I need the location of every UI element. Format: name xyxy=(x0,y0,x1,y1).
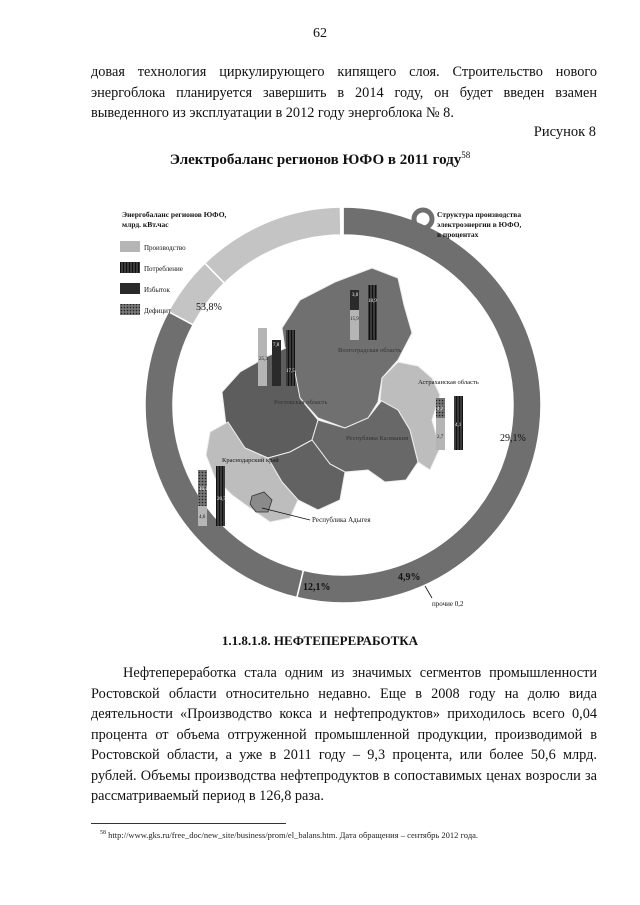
legend-swatch-surplus xyxy=(120,283,140,294)
legend-right-title-line3: в процентах xyxy=(437,230,479,239)
legend-left-title-line2: млрд. кВт.час xyxy=(122,220,169,229)
legend-label-production: Производство xyxy=(144,244,186,252)
figure-title-footnote-ref: 58 xyxy=(461,150,471,160)
label-kalmykia: Республика Калмыкия xyxy=(346,435,409,442)
bar-krasnodar-value-3: 20,7 xyxy=(217,497,226,502)
bar-rostov-value-2: 7,8 xyxy=(273,343,280,348)
legend-label-deficit: Дефицит xyxy=(144,307,171,315)
legend-label-surplus: Избыток xyxy=(144,286,170,294)
slice-label-4: прочие 0,2 xyxy=(432,600,464,608)
legend-swatch-production xyxy=(120,241,140,252)
bar-volgograd-consumption xyxy=(368,285,377,340)
legend-swatch-consumption xyxy=(120,262,140,273)
label-adygea: Республика Адыгея xyxy=(312,516,371,524)
bar-rostov-value-1: 25,3 xyxy=(259,357,268,362)
bar-krasnodar-consumption xyxy=(216,466,225,526)
bar-krasnodar-value-2: 16,1 xyxy=(199,487,208,492)
legend-left-title-line1: Энергобаланс регионов ЮФО, xyxy=(122,210,227,219)
intro-paragraph: довая технология циркулирующего кипящего слоя. Строительство нового энергоблока планируется завершить в 2014 году, он будет введен взамен выведенного из эксплуатации в 2012 году энергоблока № 8. xyxy=(91,64,597,121)
region-map xyxy=(206,268,440,522)
footnote-divider xyxy=(91,823,286,824)
legend-right-title-line2: электроэнергии в ЮФО, xyxy=(437,220,522,229)
footnote-text: http://www.gks.ru/free_doc/new_site/business/prom/el_balans.htm. Дата обращения – сентябрь 2012 года. xyxy=(108,830,479,840)
bar-krasnodar-value-1: 4,6 xyxy=(199,515,206,520)
section-heading: 1.1.8.1.8. НЕФТЕПЕРЕРАБОТКА xyxy=(221,633,419,648)
bar-astrakhan-value-2: 2,7 xyxy=(437,435,444,440)
footnote xyxy=(100,830,478,840)
legend-swatch-deficit xyxy=(120,304,140,315)
legend-label-consumption: Потребление xyxy=(144,265,183,273)
label-volgograd: Волгоградская область xyxy=(338,347,402,354)
slice-label-1: 29,1% xyxy=(500,433,526,444)
legend-right-title-line1: Структура производства xyxy=(437,210,522,219)
bar-astrakhan-value-1: 4,2 xyxy=(437,407,444,412)
bar-volgograd-value-2: 15,9 xyxy=(350,317,359,322)
label-rostov: Ростовская область xyxy=(274,399,328,406)
bar-rostov-consumption xyxy=(286,330,295,386)
slice-label-4-pointer xyxy=(425,586,432,598)
bar-volgograd-production xyxy=(350,310,359,340)
donut-slice-4 xyxy=(341,207,343,235)
bar-rostov-value-3: 17,5 xyxy=(286,369,295,374)
bar-astrakhan-value-3: 4,1 xyxy=(455,423,462,428)
bar-volgograd-value-3: 18,9 xyxy=(368,299,377,304)
bar-volgograd-value-1: 3,0 xyxy=(352,293,359,298)
label-astrakhan: Астраханская область xyxy=(418,379,479,386)
label-krasnodar: Краснодарский край xyxy=(222,457,279,464)
slice-label-0: 53,8% xyxy=(196,302,222,313)
slice-label-3: 12,1% xyxy=(303,582,331,593)
slice-label-2: 4,9% xyxy=(398,572,421,583)
figure-label: Рисунок 8 xyxy=(533,124,596,140)
body-paragraph: Нефтепереработка стала одним из значимых сегментов промышленности Ростовской области относительно недавно. Еще в 2008 году на долю вида деятельности «Производство кокса и нефтепродуктов» приходилось всего 0,04 процента от объема отгруженной промышленной продукции, производимой в Ростовской области, а уже в 2011 году – 9,3 процента, или более 50,6 млрд. рублей. Объемы производства нефтепродуктов в сопоставимых ценах возросли за рассматриваемый период в 126,8 раза. xyxy=(91,665,597,804)
footnote-number: 58 xyxy=(100,830,106,837)
bar-astrakhan-production xyxy=(436,418,445,450)
page-number: 62 xyxy=(313,26,327,41)
figure-title-text: Электробаланс регионов ЮФО в 2011 году xyxy=(169,152,462,168)
